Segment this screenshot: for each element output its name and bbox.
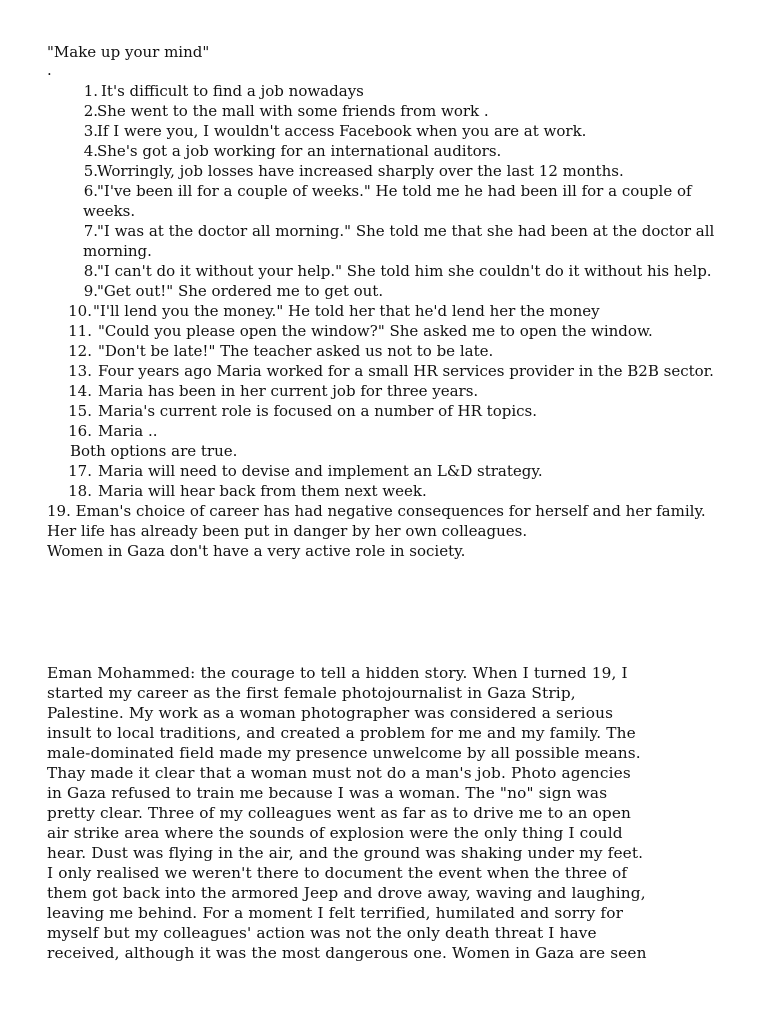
list-item <box>0 441 768 461</box>
item-text: Women in Gaza don't have a very active role in society. <box>47 542 466 560</box>
item-text: Maria will need to devise and implement an L&D strategy. <box>98 462 543 480</box>
list-item <box>0 281 768 301</box>
answer-list <box>0 81 768 561</box>
list-item <box>0 401 768 421</box>
list-item <box>0 521 768 541</box>
item-text: Four years ago Maria worked for a small HR services provider in the B2B sector. <box>98 362 714 380</box>
list-item <box>0 221 768 261</box>
item-text: Maria's current role is focused on a number of HR topics. <box>98 402 537 420</box>
item-number: 17. <box>68 462 92 480</box>
article-line: myself but my colleagues' action was not the only death threat I have <box>47 924 597 942</box>
item-number: 2. <box>83 102 98 120</box>
item-number: 5. <box>83 162 98 180</box>
list-item <box>0 81 768 101</box>
item-number: 8. <box>83 262 98 280</box>
list-item <box>0 121 768 141</box>
item-number: 12. <box>68 342 92 360</box>
list-item <box>0 141 768 161</box>
list-item <box>0 261 768 281</box>
item-text: 19. Eman's choice of career has had negative consequences for herself and her family. <box>47 502 706 520</box>
list-item <box>0 161 768 181</box>
item-text: Maria will hear back from them next week. <box>98 482 427 500</box>
article-line: leaving me behind. For a moment I felt terrified, humilated and sorry for <box>47 904 624 922</box>
list-item <box>0 361 768 381</box>
item-number: 14. <box>68 382 92 400</box>
item-text: She's got a job working for an international auditors. <box>97 142 502 160</box>
item-text: Both options are true. <box>70 442 238 460</box>
item-text: "Could you please open the window?" She asked me to open the window. <box>98 322 653 340</box>
item-text-continued: morning. <box>83 242 152 260</box>
list-item <box>0 461 768 481</box>
item-text: She went to the mall with some friends from work . <box>97 102 489 120</box>
item-text: Maria .. <box>98 422 158 440</box>
list-item <box>0 541 768 561</box>
page-title: "Make up your mind" <box>47 43 210 61</box>
list-item <box>0 421 768 441</box>
item-text: Maria has been in her current job for three years. <box>98 382 479 400</box>
article-line: air strike area where the sounds of explosion were the only thing I could <box>47 824 623 842</box>
item-text: "I was at the doctor all morning." She told me that she had been at the doctor all <box>97 222 715 240</box>
item-number: 18. <box>68 482 92 500</box>
article-line: in Gaza refused to train me because I was a woman. The "no" sign was <box>47 784 608 802</box>
article-line: started my career as the first female photojournalist in Gaza Strip, <box>47 684 576 702</box>
item-text: "I'll lend you the money." He told her that he'd lend her the money <box>93 302 600 320</box>
list-item <box>0 481 768 501</box>
item-text: Worringly, job losses have increased sharply over the last 12 months. <box>97 162 624 180</box>
list-item <box>0 321 768 341</box>
article-line: I only realised we weren't there to document the event when the three of <box>47 864 628 882</box>
article-line: insult to local traditions, and created a problem for me and my family. The <box>47 724 636 742</box>
item-number: 3. <box>83 122 98 140</box>
item-text: Her life has already been put in danger by her own colleagues. <box>47 522 528 540</box>
list-item <box>0 181 768 221</box>
item-number: 15. <box>68 402 92 420</box>
item-text: "Don't be late!" The teacher asked us not to be late. <box>98 342 494 360</box>
stray-dot: . <box>47 61 52 79</box>
article-line: them got back into the armored Jeep and drove away, waving and laughing, <box>47 884 646 902</box>
article-line: received, although it was the most dangerous one. Women in Gaza are seen <box>47 944 647 962</box>
item-text: It's difficult to find a job nowadays <box>101 82 364 100</box>
item-number: 11. <box>68 322 92 340</box>
list-item <box>0 341 768 361</box>
item-number: 16. <box>68 422 92 440</box>
item-number: 6. <box>83 182 98 200</box>
article-line: pretty clear. Three of my colleagues went as far as to drive me to an open <box>47 804 632 822</box>
article-line: Thay made it clear that a woman must not do a man's job. Photo agencies <box>47 764 631 782</box>
item-text: If I were you, I wouldn't access Facebook when you are at work. <box>97 122 587 140</box>
list-item <box>0 381 768 401</box>
article-line: Palestine. My work as a woman photographer was considered a serious <box>47 704 614 722</box>
item-text-continued: weeks. <box>83 202 136 220</box>
item-number: 9. <box>83 282 98 300</box>
item-text: "I can't do it without your help." She told him she couldn't do it without his help. <box>97 262 712 280</box>
item-number: 7. <box>83 222 98 240</box>
list-item <box>0 301 768 321</box>
item-number: 10. <box>68 302 92 320</box>
item-number: 4. <box>83 142 98 160</box>
item-number: 1. <box>83 82 98 100</box>
article-paragraph <box>47 663 737 963</box>
item-text: "I've been ill for a couple of weeks." He told me he had been ill for a couple of <box>97 182 692 200</box>
article-line: male-dominated field made my presence unwelcome by all possible means. <box>47 744 641 762</box>
item-text: "Get out!" She ordered me to get out. <box>97 282 384 300</box>
article-line: hear. Dust was flying in the air, and the ground was shaking under my feet. <box>47 844 644 862</box>
item-number: 13. <box>68 362 92 380</box>
list-item <box>0 101 768 121</box>
list-item <box>0 501 768 521</box>
article-line: Eman Mohammed: the courage to tell a hidden story. When I turned 19, I <box>47 664 628 682</box>
